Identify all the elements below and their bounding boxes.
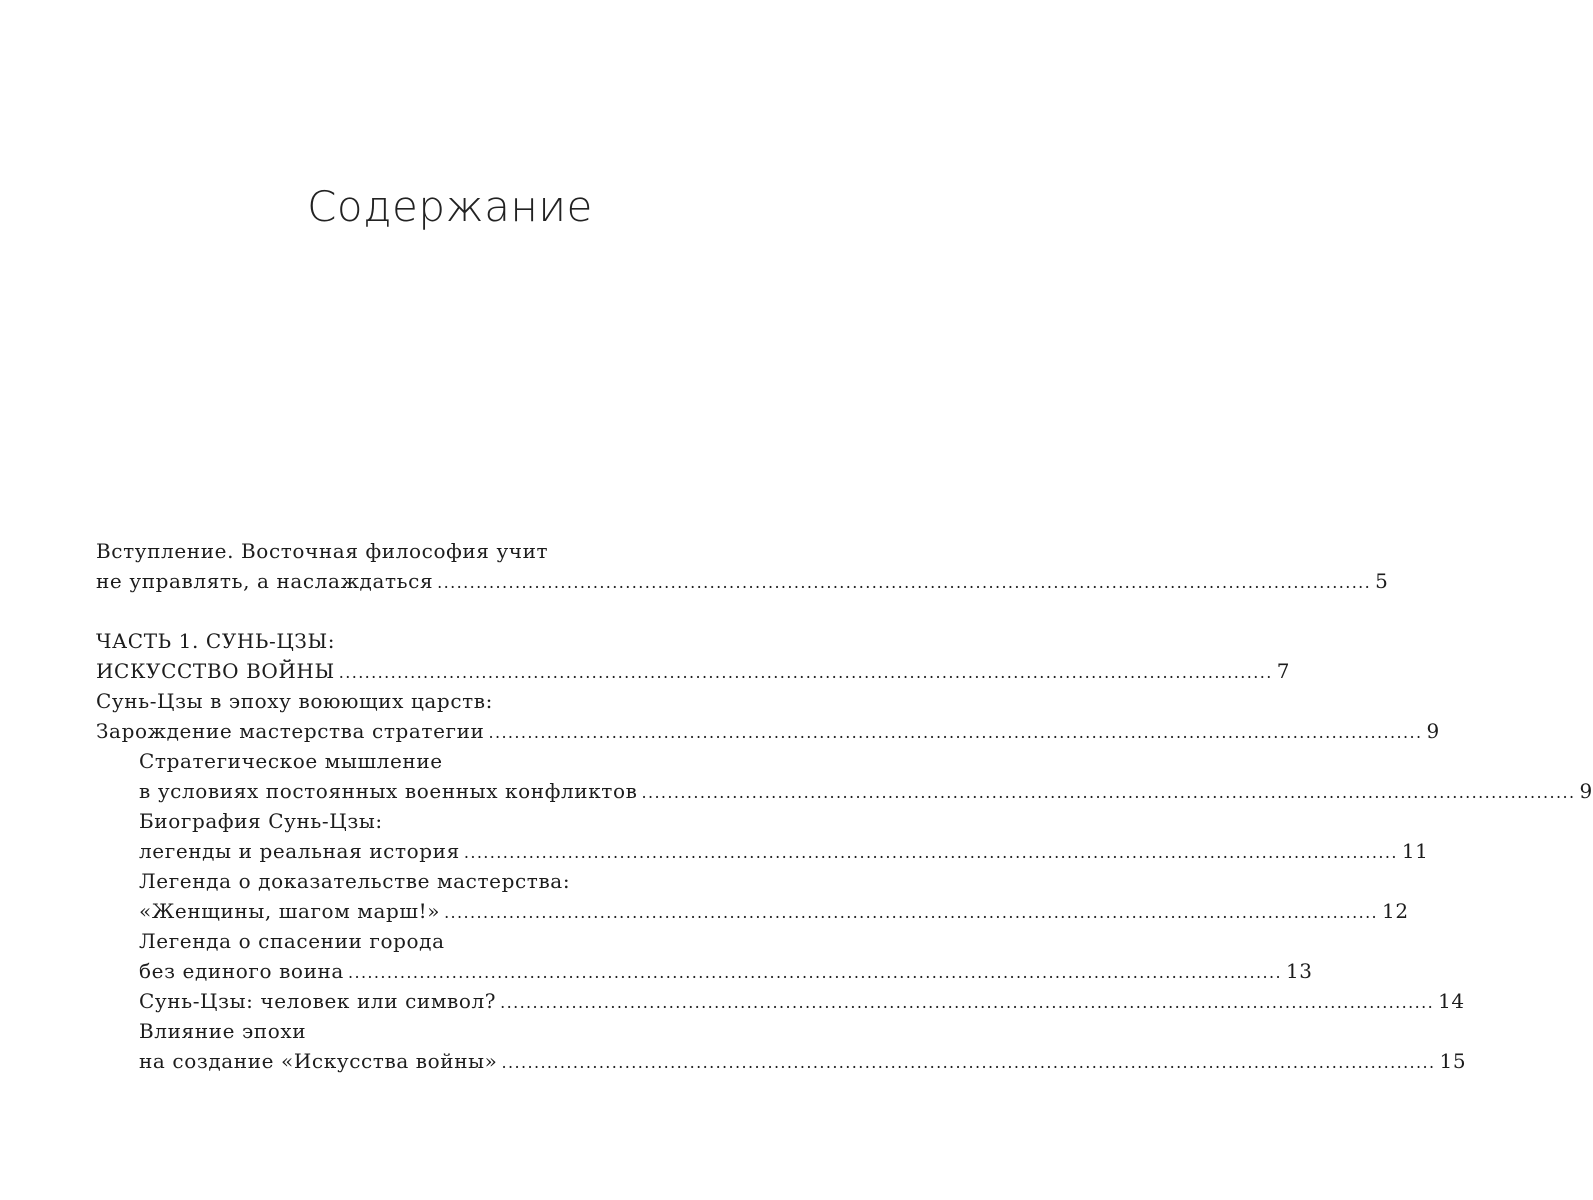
dot-leader: ................................................................................................................................................ <box>641 783 1576 802</box>
toc-entry-text: «Женщины, шагом марш!» <box>139 899 441 923</box>
toc-entry-text: Сунь-Цзы: человек или символ? <box>139 989 497 1013</box>
toc-entry[interactable] <box>96 536 1389 596</box>
toc-entry-text: Биография Сунь-Цзы: <box>139 809 383 833</box>
toc-entry-text: не управлять, а наслаждаться <box>96 569 434 593</box>
toc-page-number: 15 <box>1439 1049 1467 1073</box>
toc-entry-text: Стратегическое мышление <box>139 749 443 773</box>
toc-entry-text: Легенда о доказательстве мастерства: <box>139 869 571 893</box>
table-of-contents <box>96 536 1593 1076</box>
toc-entry-text: Влияние эпохи <box>139 1019 307 1043</box>
toc-entry[interactable] <box>96 1016 1467 1076</box>
toc-page-number: 11 <box>1401 839 1429 863</box>
toc-entry-text: Легенда о спасении города <box>139 929 445 953</box>
dot-leader: ................................................................................................................................................ <box>347 963 1282 982</box>
dot-leader: ................................................................................................................................................ <box>500 993 1435 1012</box>
toc-page-number: 13 <box>1285 959 1313 983</box>
dot-leader: ................................................................................................................................................ <box>488 723 1423 742</box>
toc-entry[interactable] <box>96 986 1465 1016</box>
toc-entry[interactable] <box>96 686 1440 746</box>
dot-leader: ................................................................................................................................................ <box>501 1053 1436 1072</box>
dot-leader: ................................................................................................................................................ <box>437 573 1372 592</box>
toc-entry[interactable] <box>96 626 1291 686</box>
page-title: Содержание <box>307 182 593 231</box>
toc-entry-text: ИСКУССТВО ВОЙНЫ <box>96 659 335 683</box>
toc-entry-text: без единого воина <box>139 959 344 983</box>
toc-entry-text: Вступление. Восточная философия учит <box>96 539 549 563</box>
dot-leader: ................................................................................................................................................ <box>463 843 1398 862</box>
toc-entry-text: легенды и реальная история <box>139 839 460 863</box>
toc-page-number: 9 <box>1579 779 1593 803</box>
toc-entry[interactable] <box>96 806 1429 866</box>
toc-entry[interactable] <box>96 866 1409 926</box>
toc-entry-text: ЧАСТЬ 1. СУНЬ-ЦЗЫ: <box>96 629 336 653</box>
toc-entry[interactable] <box>96 926 1313 986</box>
dot-leader: ................................................................................................................................................ <box>338 663 1273 682</box>
toc-entry-text: Сунь-Цзы в эпоху воюющих царств: <box>96 689 494 713</box>
toc-page-number: 14 <box>1438 989 1465 1013</box>
toc-entry-text: в условиях постоянных военных конфликтов <box>139 779 638 803</box>
toc-entry[interactable] <box>96 746 1593 806</box>
dot-leader: ................................................................................................................................................ <box>444 903 1379 922</box>
toc-entry-text: на создание «Искусства войны» <box>139 1049 498 1073</box>
toc-page-number: 5 <box>1375 569 1389 593</box>
toc-entry-text: Зарождение мастерства стратегии <box>96 719 485 743</box>
toc-page-number: 9 <box>1426 719 1440 743</box>
toc-page-number: 7 <box>1276 659 1291 683</box>
toc-page-number: 12 <box>1382 899 1409 923</box>
